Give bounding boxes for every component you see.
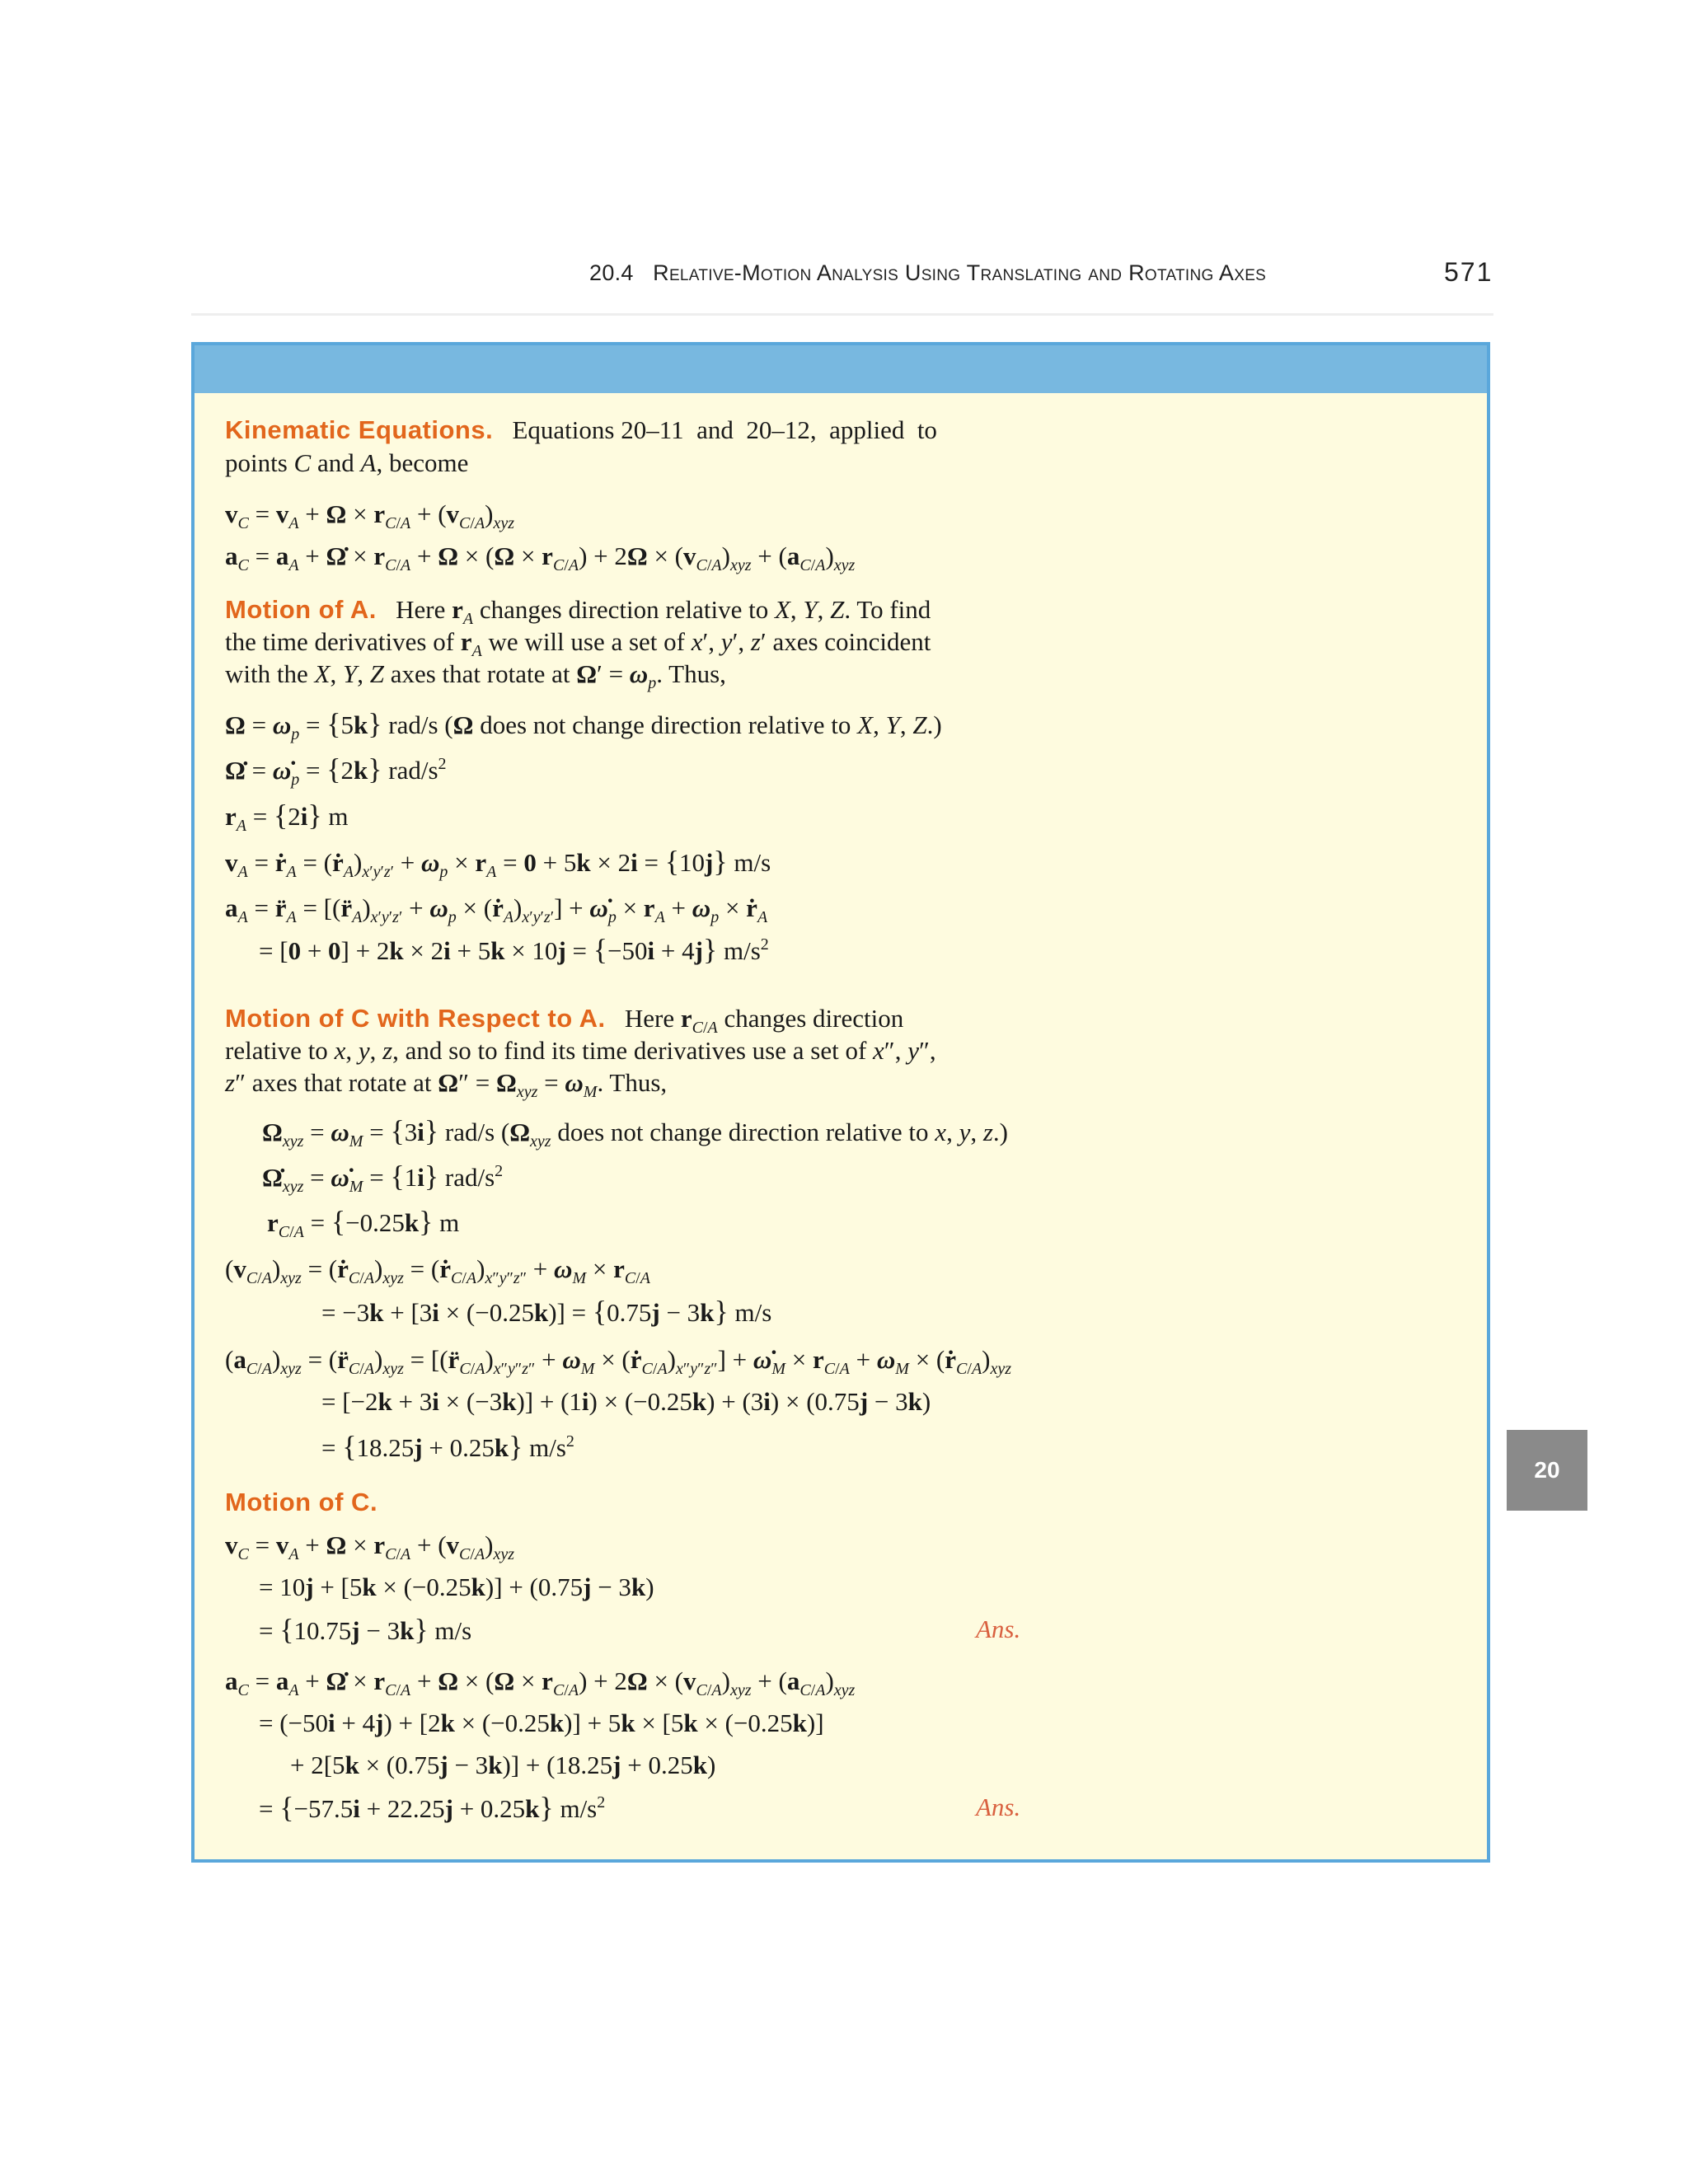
header-divider <box>191 313 1493 316</box>
equation-omega-xyz: $\Omega_{xyz} = \omega_M = \{3i\}$ rad/s ($\Omega_{xyz}$ does not change direction relative to x, y, z.) <box>262 1114 1008 1151</box>
equation-vca-line2: = −3k + [3i × (−0.25k)] = {0.75j − 3k} m/s <box>321 1295 772 1328</box>
motion-c-wrt-a-paragraph-line3: z″ axes that rotate at $\Omega'' = \Omega_{xyz} = \omega_M$. Thus, <box>225 1068 668 1101</box>
motion-a-paragraph-line1: Motion of A. Here $r_A$ changes direction relative to X, Y, Z. To find <box>225 595 931 628</box>
equation-vca-line1: $(v_{C/A})_{xyz}$ = $(ṙ_{C/A})_{xyz}$ = $(ṙ_{C/A})_{x''y''z''} + \omega_M \times r_{C/A}$ <box>225 1254 650 1287</box>
motion-c-wrt-a-paragraph-line1: Motion of C with Respect to A. Here $r_{C/A}$ changes direction <box>225 1004 904 1037</box>
heading-motion-of-a: Motion of A. <box>225 595 377 624</box>
equation-vc-line2: = 10j + [5k × (−0.25k)] + (0.75j − 3k) <box>259 1572 654 1601</box>
equation-ac-line3: + 2[5k × (0.75j − 3k)] + (18.25j + 0.25k) <box>290 1750 716 1779</box>
kinematic-paragraph-line2: points C and A, become <box>225 448 469 477</box>
motion-a-paragraph-line3: with the X, Y, Z axes that rotate at $\Omega' = \omega_p$. Thus, <box>225 659 726 692</box>
answer-label-ac: Ans. <box>976 1793 1021 1821</box>
equation-ra: $r_A = \{2i\}$ m <box>225 799 349 835</box>
equation-vc-line3: = {10.75j − 3k} m/s <box>259 1613 472 1646</box>
section-number: 20.4 <box>589 260 634 285</box>
equation-aca-line1: $(a_{C/A})_{xyz}$ = $(r̈_{C/A})_{xyz}$ = [$(r̈_{C/A})_{x''y''z''} + \omega_M$ × $(ṙ_{C/A})_{x''y''z''}$] + $\omegȧ_M \times r_{C/A} + \omega_M$ × $(ṙ_{C/A})_{xyz}$ <box>225 1345 1012 1378</box>
heading-motion-c-wrt-a: Motion of C with Respect to A. <box>225 1004 606 1033</box>
section-title: Relative-Motion Analysis Using Translating and Rotating Axes <box>653 260 1267 285</box>
equation-ac-line1: $a_C = a_A$ + Ω̇ × $r_{C/A} + \Omega \times (\Omega \times r_{C/A}) + 2\Omega \times (v_{C/A})_{xyz} + (a_{C/A})_{xyz}$ <box>225 1666 856 1699</box>
page-number: 571 <box>1444 257 1493 287</box>
heading-motion-of-c: Motion of C. <box>225 1488 378 1516</box>
section-heading <box>589 260 1266 286</box>
running-header <box>0 257 1688 298</box>
equation-va: $v_A$ = ṙ$_A$ = $(ṙ_A)_{x'y'z'} + \omega_p \times r_A = 0 + 5k \times 2i = \{10j\}$ m/s <box>225 845 771 881</box>
heading-kinematic-equations: Kinematic Equations. <box>225 415 494 444</box>
equation-omega-xyz-dot: $\Omegȧ_{xyz}$ = $\omegȧ_M = \{1i\}$ rad/$s^2$ <box>262 1160 504 1196</box>
equation-ac-line2: = (−50i + 4j) + [2k × (−0.25k)] + 5k × [5k × (−0.25k)] <box>259 1708 824 1737</box>
box-header-bar <box>195 345 1487 393</box>
equation-aca-line2: = [−2k + 3i × (−3k)] + (1i) × (−0.25k) + (3i) × (0.75j − 3k) <box>321 1387 931 1416</box>
equation-omega: $\Omega = \omega_p = \{5k\}$ rad/s (Ω does not change direction relative to X, Y, Z.) <box>225 707 942 743</box>
equation-aca-line3: = {18.25j + 0.25k} $m/s^2$ <box>321 1430 574 1463</box>
equation-vc-line1: $v_C = v_A + \Omega \times r_{C/A} + (v_{C/A})_{xyz}$ <box>225 1530 515 1563</box>
equation-omega-dot: Ω̇ = $\omegȧ_p = \{2k\}$ rad/$s^2$ <box>225 752 447 789</box>
motion-c-wrt-a-paragraph-line2: relative to x, y, z, and so to find its time derivatives use a set of x″, y″, <box>225 1036 936 1065</box>
kinematic-paragraph-line1: Kinematic Equations. Equations 20–11 and 20–12, applied to <box>225 415 937 444</box>
answer-label-vc: Ans. <box>976 1615 1021 1643</box>
equation-aa-line1: $a_A$ = $r̈_A$ = [$(r̈_A)_{x'y'z'} + \omega_p$ × $(ṙ_A)_{x'y'z'}$] + $\omegȧ_p \times r_A + \omega_p$ × ṙ$_A$ <box>225 893 768 926</box>
equation-ac-line4: = {−57.5i + 22.25j + 0.25k} $m/s^2$ <box>259 1791 606 1824</box>
equation-rca: $r_{C/A} = \{-0.25k\}$ m <box>267 1205 460 1241</box>
equation-ac-general: $a_C = a_A$ + Ω̇ × $r_{C/A} + \Omega \times (\Omega \times r_{C/A}) + 2\Omega \times (v_{C/A})_{xyz} + (a_{C/A})_{xyz}$ <box>225 541 856 574</box>
motion-a-paragraph-line2: the time derivatives of $r_A$ we will use a set of x′, y′, z′ axes coincident <box>225 627 931 660</box>
motion-c-heading-line <box>225 1486 377 1519</box>
equation-aa-line2: = [0 + 0] + 2k × 2i + 5k × 10j = {−50i + 4j} $m/s^2$ <box>259 933 769 966</box>
equation-vc-general: $v_C = v_A + \Omega \times r_{C/A} + (v_{C/A})_{xyz}$ <box>225 499 515 532</box>
chapter-tab[interactable]: 20 <box>1507 1430 1587 1511</box>
